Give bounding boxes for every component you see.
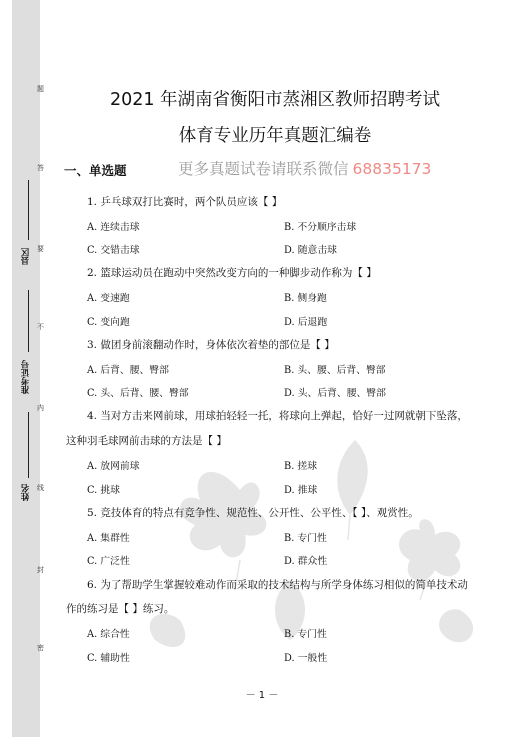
page-title: 2021 年湖南省衡阳市蒸湘区教师招聘考试 [109, 90, 441, 110]
option: A. 后背、腰、臀部 [87, 365, 169, 376]
question-stem: 5. 竞技体育的特点有竞争性、规范性、公开性、公平性、【 】、观赏性。 [87, 507, 419, 519]
option: A. 综合性 [87, 629, 130, 640]
seal-char: 题 [37, 85, 44, 93]
option: C. 辅助性 [87, 653, 130, 664]
question-stem-continued: 作的练习是【 】练习。 [66, 603, 175, 615]
option: B. 侧身跑 [284, 293, 327, 304]
watermark-text: 更多真题试卷请联系微信 [178, 160, 349, 178]
seal-char: 答 [37, 164, 44, 172]
county-label: 县区 [21, 248, 31, 265]
option: B. 专门性 [284, 533, 327, 544]
question-stem: 3. 做团身前滚翻动作时，身体依次着垫的部位是【 】 [87, 339, 335, 351]
question-stem: 6. 为了帮助学生掌握较难动作而采取的技术结构与所学身体练习相似的简单技术动 [87, 579, 468, 591]
watermark [178, 157, 431, 179]
option: A. 连续击球 [87, 222, 140, 233]
seal-char: 不 [37, 323, 44, 331]
exam-id-label: 准考证号 [21, 360, 31, 394]
option: D. 群众性 [284, 556, 328, 567]
option: A. 集群性 [87, 533, 130, 544]
option: C. 头、后背、腰、臀部 [87, 388, 189, 399]
seal-char: 封 [37, 566, 44, 574]
seal-char: 要 [37, 245, 44, 253]
option: B. 不分顺序击球 [284, 222, 357, 233]
option: D. 随意击球 [284, 245, 337, 256]
section-heading: 一、单选题 [64, 163, 127, 178]
seal-char: 密 [37, 644, 44, 652]
option: D. 头、后背、腰、臀部 [284, 388, 386, 399]
question-stem: 4. 当对方击来网前球，用球拍轻轻一托，将球向上弹起，恰好一过网就朝下坠落， [87, 410, 468, 422]
option: A. 放网前球 [87, 461, 140, 472]
name-label: 姓名 [21, 484, 31, 501]
county-line [28, 180, 29, 240]
name-line [28, 412, 29, 478]
seal-char: 内 [37, 404, 44, 412]
option: D. 推球 [284, 485, 318, 496]
question-stem: 1. 乒乓球双打比赛时，两个队员应该【 】 [87, 196, 283, 208]
seal-char: 线 [37, 484, 44, 492]
page-subtitle: 体育专业历年真题汇编卷 [178, 126, 372, 146]
exam-id-line [28, 290, 29, 352]
question-stem: 2. 篮球运动员在跑动中突然改变方向的一种脚步动作称为【 】 [87, 267, 377, 279]
question-stem-continued: 这种羽毛球网前击球的方法是【 】 [66, 435, 227, 447]
binding-margin [0, 0, 44, 737]
option: D. 后退跑 [284, 317, 328, 328]
option: B. 搓球 [284, 461, 318, 472]
option: C. 变向跑 [87, 317, 130, 328]
watermark-number: 68835173 [352, 160, 432, 178]
option: A. 变速跑 [87, 293, 130, 304]
option: C. 广泛性 [87, 556, 130, 567]
option: D. 一般性 [284, 653, 328, 664]
option: B. 头、腰、后背、臀部 [284, 365, 386, 376]
page-number: － 1 － [245, 690, 279, 701]
option: C. 交错击球 [87, 245, 140, 256]
option: B. 专门性 [284, 629, 327, 640]
option: C. 挑球 [87, 485, 120, 496]
